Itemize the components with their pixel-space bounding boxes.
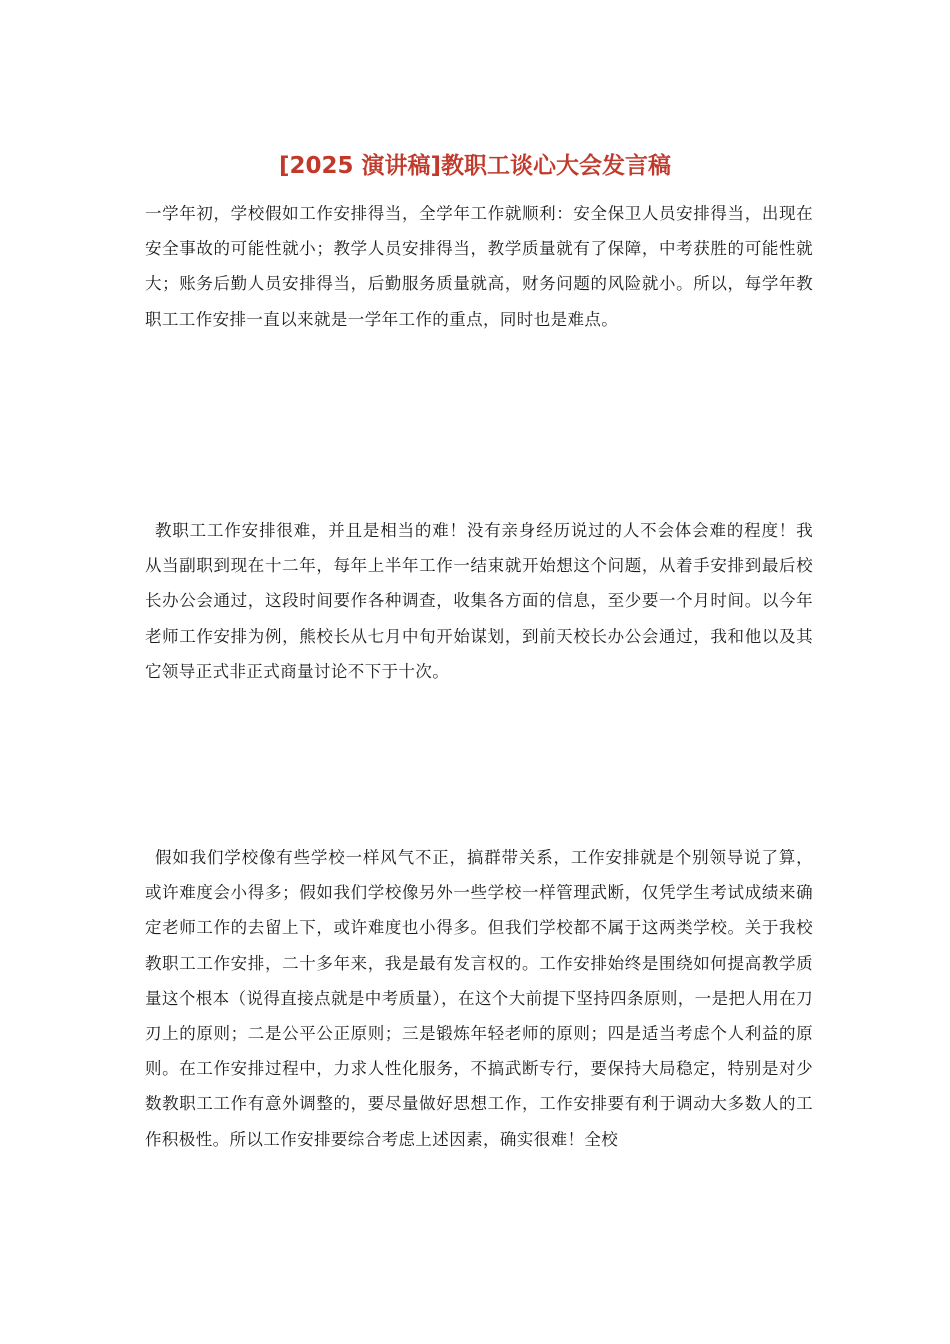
- paragraph-3: 假如我们学校像有些学校一样风气不正，搞群带关系，工作安排就是个别领导说了算，或许难度会小得多；假如我们学校像另外一些学校一样管理武断，仅凭学生考试成绩来确定老师工作的去留上下，或许难度也小得多。但我们学校都不属于这两类学校。关于我校教职工工作安排，二十多年来，我是最有发言权的。工作安排始终是围绕如何提高教学质量这个根本（说得直接点就是中考质量），在这个大前提下坚持四条原则，一是把人用在刀刃上的原则；二是公平公正原则；三是锻炼年轻老师的原则；四是适当考虑个人利益的原则。在工作安排过程中，力求人性化服务，不搞武断专行，要保持大局稳定，特别是对少数教职工工作有意外调整的，要尽量做好思想工作，工作安排要有利于调动大多数人的工作积极性。所以工作安排要综合考虑上述因素，确实很难！全校: [145, 848, 813, 1149]
- document-title: [2025 演讲稿]教职工谈心大会发言稿: [278, 153, 672, 179]
- paragraph-1: 一学年初，学校假如工作安排得当，全学年工作就顺利：安全保卫人员安排得当，出现在安全事故的可能性就小；教学人员安排得当，教学质量就有了保障，中考获胜的可能性就大；账务后勤人员安排得当，后勤服务质量就高，财务问题的风险就小。所以，每学年教职工工作安排一直以来就是一学年工作的重点，同时也是难点。: [145, 204, 813, 329]
- paragraph-2: 教职工工作安排很难，并且是相当的难！没有亲身经历说过的人不会体会难的程度！我从当副职到现在十二年，每年上半年工作一结束就开始想这个问题，从着手安排到最后校长办公会通过，这段时间要作各种调查，收集各方面的信息，至少要一个月时间。以今年老师工作安排为例，熊校长从七月中旬开始谋划，到前天校长办公会通过，我和他以及其它领导正式非正式商量讨论不下于十次。: [145, 521, 813, 681]
